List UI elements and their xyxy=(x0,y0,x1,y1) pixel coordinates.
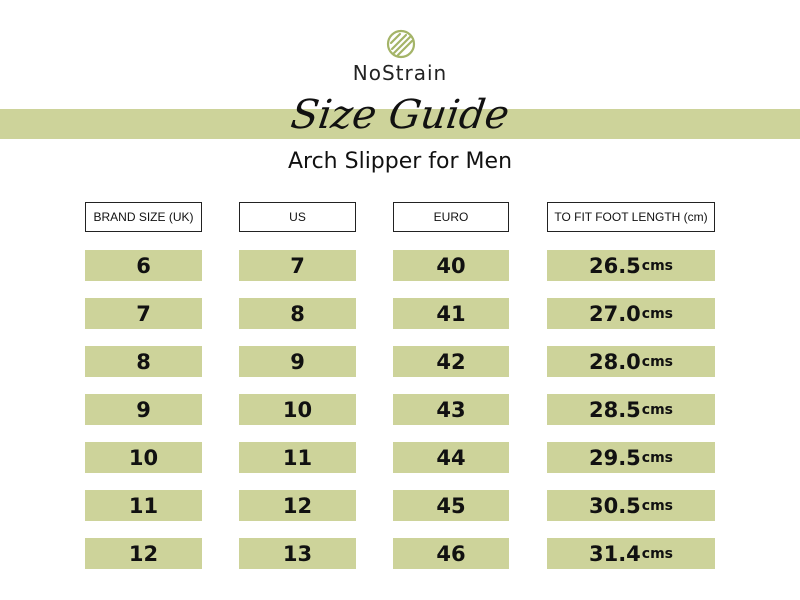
cell-value: 42 xyxy=(436,349,466,374)
cell-value: 31.4 xyxy=(588,541,641,566)
us-size-cell xyxy=(239,346,356,377)
foot-length-cell xyxy=(547,442,715,473)
cell-value: 26.5 xyxy=(588,253,641,278)
cell-value: 45 xyxy=(436,493,466,518)
cell-value: 10 xyxy=(282,397,313,422)
header-brand-size: BRAND SIZE (UK) xyxy=(85,202,202,232)
page-subtitle: Arch Slipper for Men xyxy=(287,149,513,174)
cell-value: 8 xyxy=(136,349,151,374)
cell-value: 40 xyxy=(436,253,466,278)
header-us: US xyxy=(239,202,356,232)
cell-value: 7 xyxy=(136,301,151,326)
euro-size-cell xyxy=(393,490,509,521)
brand-size-cell xyxy=(85,250,202,281)
cell-value: 41 xyxy=(436,301,466,326)
us-size-cell xyxy=(239,490,356,521)
page-title: Size Guide xyxy=(288,92,512,138)
foot-length-cell xyxy=(547,298,715,329)
brand-size-cell xyxy=(85,298,202,329)
brand-name: NoStrain xyxy=(352,61,448,85)
cell-value: 8 xyxy=(290,301,305,326)
euro-size-cell xyxy=(393,250,509,281)
cell-value: 11 xyxy=(128,493,159,518)
brand-size-cell xyxy=(85,538,202,569)
foot-length-cell xyxy=(547,250,715,281)
us-size-cell xyxy=(239,298,356,329)
euro-size-cell xyxy=(393,442,509,473)
brand-size-cell xyxy=(85,490,202,521)
foot-length-cell xyxy=(547,394,715,425)
cell-value: 9 xyxy=(290,349,305,374)
brand-size-cell xyxy=(85,394,202,425)
brand-size-cell xyxy=(85,442,202,473)
us-size-cell xyxy=(239,538,356,569)
cell-value: 12 xyxy=(282,493,313,518)
cell-value: 44 xyxy=(436,445,466,470)
cell-value: 46 xyxy=(436,541,466,566)
cell-value: 12 xyxy=(128,541,159,566)
us-size-cell xyxy=(239,442,356,473)
header-foot-length: TO FIT FOOT LENGTH (cm) xyxy=(547,202,715,232)
cell-value: 43 xyxy=(436,397,466,422)
cell-value: 30.5 xyxy=(588,493,641,518)
unit-label: cms xyxy=(641,305,674,322)
unit-label: cms xyxy=(641,353,674,370)
unit-label: cms xyxy=(641,401,674,418)
foot-length-cell xyxy=(547,346,715,377)
unit-label: cms xyxy=(641,545,674,562)
us-size-cell xyxy=(239,250,356,281)
cell-value: 28.5 xyxy=(588,397,641,422)
euro-size-cell xyxy=(393,298,509,329)
cell-value: 29.5 xyxy=(588,445,641,470)
cell-value: 6 xyxy=(136,253,151,278)
cell-value: 10 xyxy=(128,445,159,470)
brand-size-cell xyxy=(85,346,202,377)
unit-label: cms xyxy=(641,449,674,466)
cell-value: 9 xyxy=(136,397,151,422)
leaf-swirl-icon xyxy=(385,28,417,60)
cell-value: 7 xyxy=(290,253,305,278)
unit-label: cms xyxy=(641,257,674,274)
euro-size-cell xyxy=(393,394,509,425)
cell-value: 13 xyxy=(282,541,313,566)
foot-length-cell xyxy=(547,538,715,569)
cell-value: 11 xyxy=(282,445,313,470)
foot-length-cell xyxy=(547,490,715,521)
euro-size-cell xyxy=(393,538,509,569)
header-euro: EURO xyxy=(393,202,509,232)
cell-value: 28.0 xyxy=(588,349,641,374)
unit-label: cms xyxy=(641,497,674,514)
us-size-cell xyxy=(239,394,356,425)
cell-value: 27.0 xyxy=(588,301,641,326)
euro-size-cell xyxy=(393,346,509,377)
